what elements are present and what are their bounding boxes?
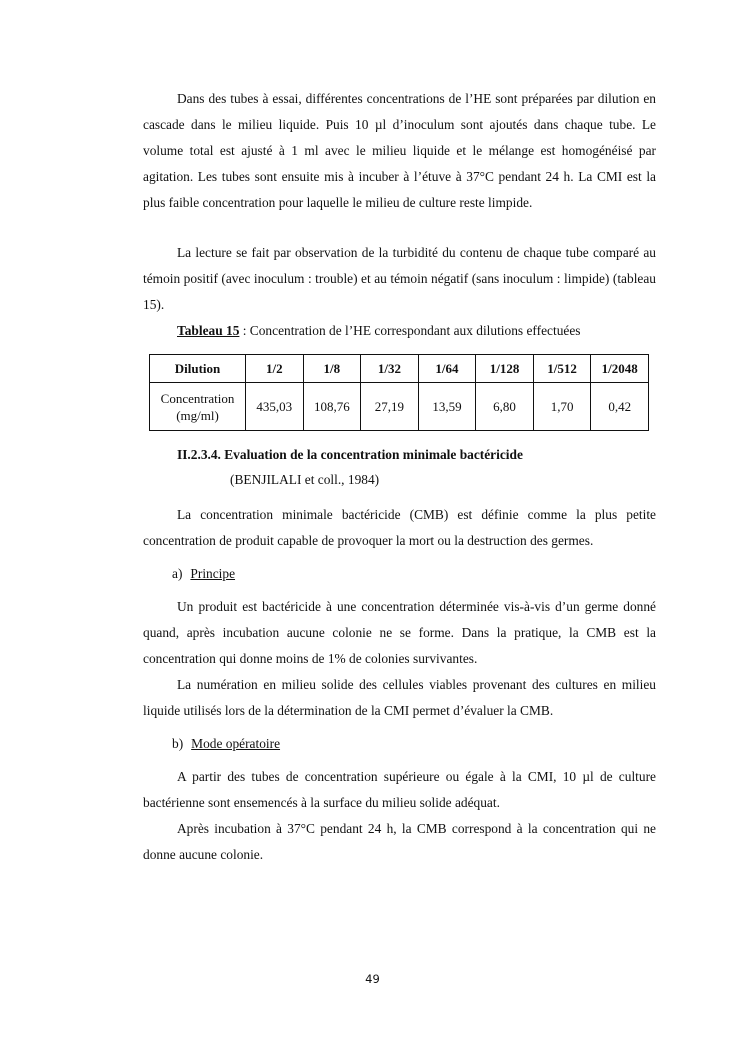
header-dilution-cell: 1/2 — [246, 355, 304, 383]
paragraph-cmb-definition: La concentration minimale bactéricide (CMB) est définie comme la plus petite concentration de produit capable de provoquer la mort ou la destruction des germes. — [143, 507, 656, 548]
header-dilution-label: Dilution — [150, 355, 246, 383]
table-header-row — [150, 355, 649, 383]
paragraph-bactericide: Un produit est bactéricide à une concentration déterminée vis-à-vis d’un germe donné quand, après incubation aucune colonie ne se forme. Dans la pratique, la CMB est la concentration qui donne moins de 1% de colonies survivantes. — [143, 599, 656, 666]
paragraph-incubation: Après incubation à 37°C pendant 24 h, la CMB correspond à la concentration qui ne donne aucune colonie. — [143, 821, 656, 862]
concentration-cell: 108,76 — [303, 383, 361, 431]
header-dilution-cell: 1/64 — [418, 355, 476, 383]
table-caption-text: : Concentration de l’HE correspondant aux dilutions effectuées — [239, 323, 581, 338]
paragraph-turbidity-reading: La lecture se fait par observation de la turbidité du contenu de chaque tube comparé au témoin positif (avec inoculum : trouble) et au témoin négatif (sans inoculum : limpide) (tableau 15). — [143, 245, 656, 312]
table-caption — [177, 321, 581, 341]
table-row — [150, 383, 649, 431]
subsection-marker: b) — [172, 736, 184, 751]
row-label-line2: (mg/ml) — [176, 407, 219, 423]
concentration-cell: 435,03 — [246, 383, 304, 431]
table-caption-label: Tableau 15 — [177, 323, 240, 338]
concentration-cell: 13,59 — [418, 383, 476, 431]
subsection-title: Principe — [190, 566, 236, 581]
concentration-cell: 1,70 — [533, 383, 591, 431]
concentration-cell: 27,19 — [361, 383, 419, 431]
header-dilution-cell: 1/128 — [476, 355, 534, 383]
subsection-principe — [172, 564, 235, 584]
concentration-cell: 0,42 — [591, 383, 649, 431]
page-number: 49 — [365, 972, 380, 986]
subsection-title: Mode opératoire — [191, 736, 281, 751]
row-concentration-label — [150, 383, 246, 431]
section-reference: (BENJILALI et coll., 1984) — [230, 472, 380, 487]
header-dilution-cell: 1/512 — [533, 355, 591, 383]
paragraph-ensemencement: A partir des tubes de concentration supérieure ou égale à la CMI, 10 µl de culture bactérienne sont ensemencés à la surface du milieu solide adéquat. — [143, 769, 656, 810]
paragraph-numeration: La numération en milieu solide des cellules viables provenant des cultures en milieu liquide utilisés lors de la détermination de la CMI permet d’évaluer la CMB. — [143, 677, 656, 718]
section-heading: II.2.3.4. Evaluation de la concentration minimale bactéricide — [177, 447, 523, 462]
header-dilution-cell: 1/2048 — [591, 355, 649, 383]
paragraph-cmi-method: Dans des tubes à essai, différentes concentrations de l’HE sont préparées par dilution en cascade dans le milieu liquide. Puis 10 µl d’inoculum sont ajoutés dans chaque tube. Le volume total est ajusté à 1 ml avec le milieu liquide et le mélange est homogénéisé par agitation. Les tubes sont ensuite mis à incuber à l’étuve à 37°C pendant 24 h. La CMI est la plus faible concentration pour laquelle le milieu de culture reste limpide. — [143, 91, 656, 210]
header-dilution-cell: 1/32 — [361, 355, 419, 383]
concentration-cell: 6,80 — [476, 383, 534, 431]
row-label-line1: Concentration — [160, 390, 235, 406]
subsection-mode-operatoire — [172, 734, 280, 754]
subsection-marker: a) — [172, 566, 183, 581]
header-dilution-cell: 1/8 — [303, 355, 361, 383]
dilution-concentration-table — [149, 354, 649, 431]
